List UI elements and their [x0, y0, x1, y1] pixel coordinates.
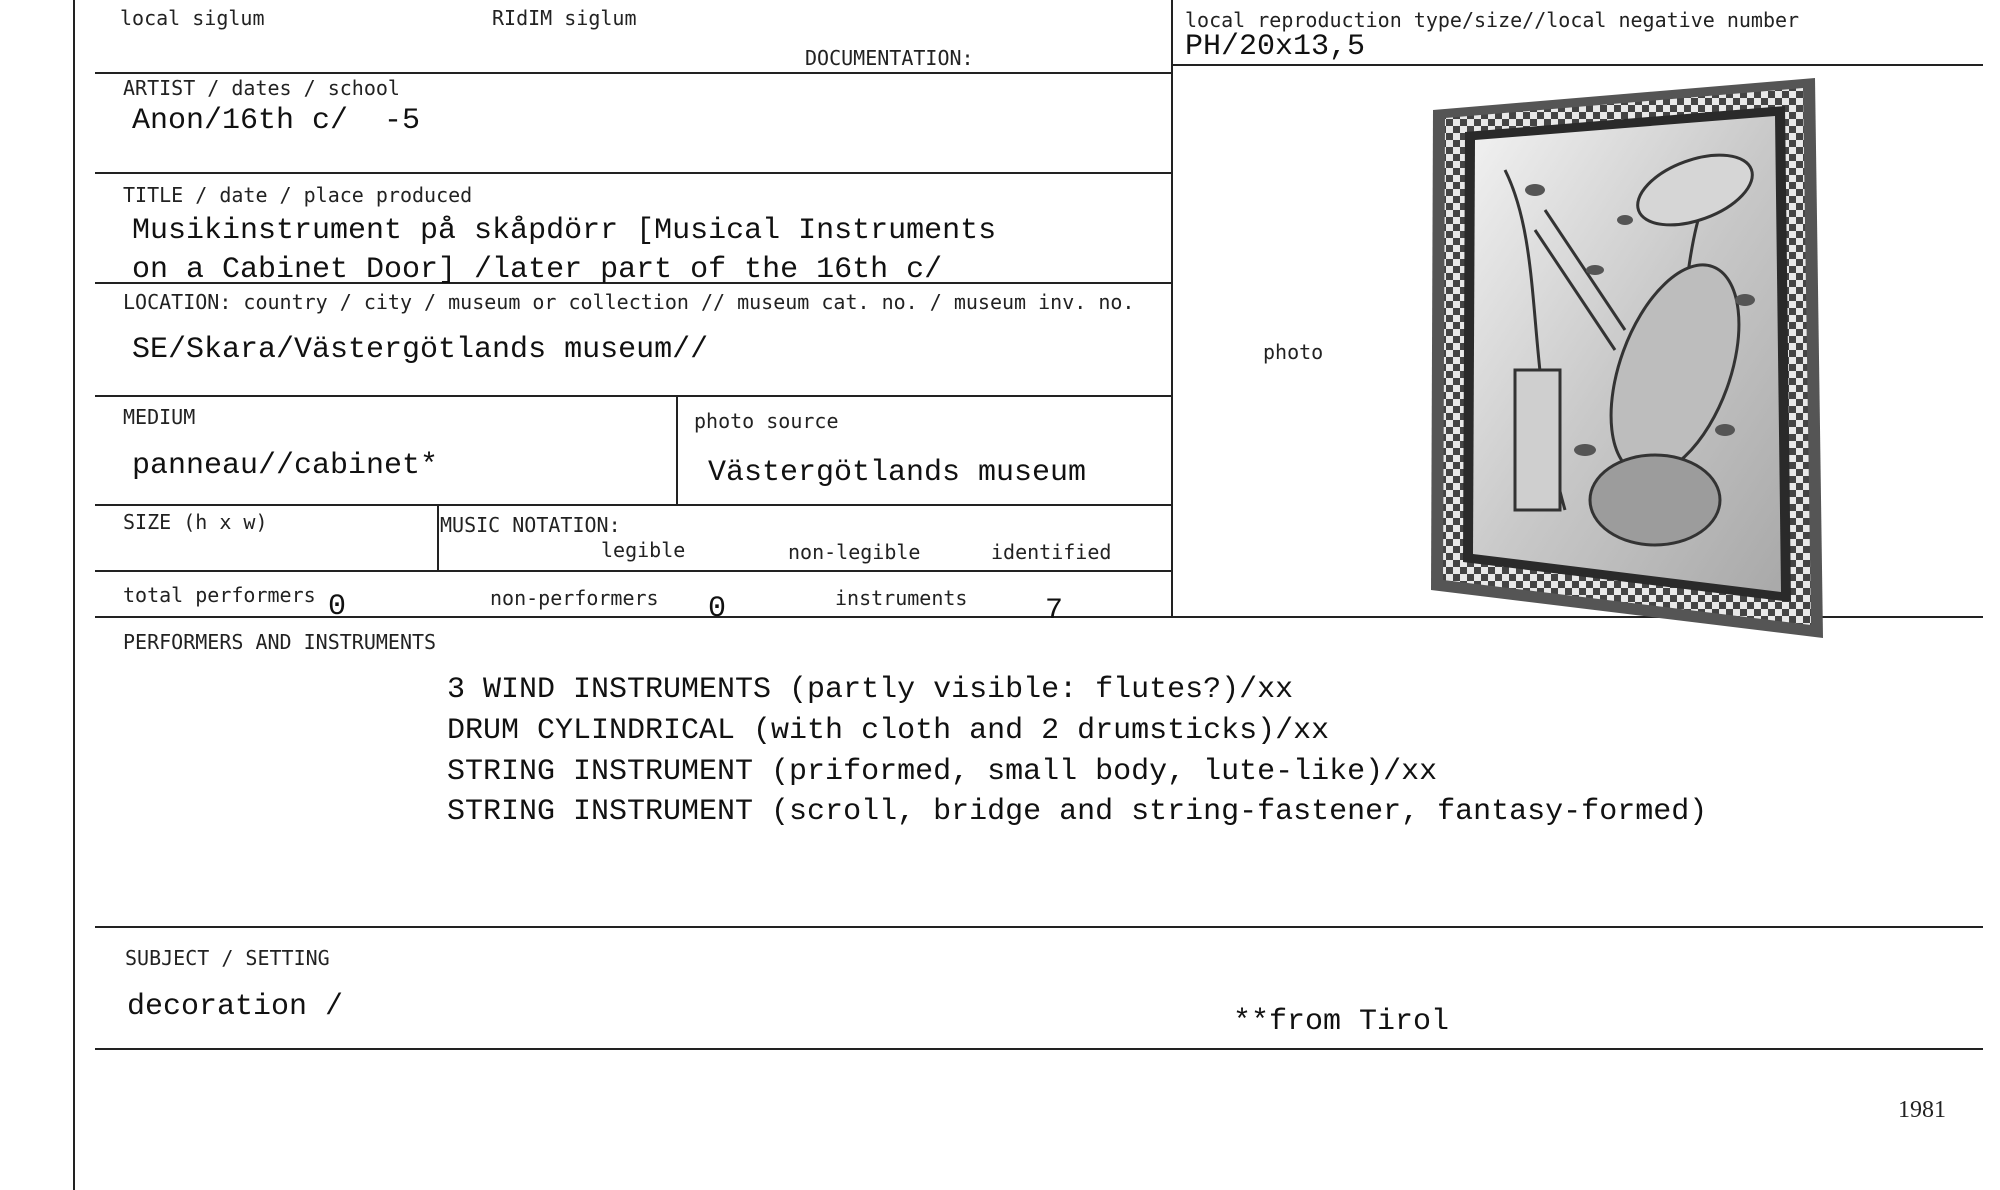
identified-label: identified [991, 540, 1112, 564]
left-margin-rule [73, 0, 75, 1190]
size-label: SIZE (h x w) [123, 510, 268, 534]
performer-line-3: STRING INSTRUMENT (priformed, small body, lute-like)/xx [447, 755, 1438, 789]
documentation-label: DOCUMENTATION: [805, 46, 974, 70]
rule-medium [95, 504, 1171, 506]
medium-label: MEDIUM [123, 405, 196, 429]
performer-line-2: DRUM CYLINDRICAL (with cloth and 2 drumsticks)/xx [447, 714, 1330, 748]
location-value: SE/Skara/Västergötlands museum// [132, 333, 709, 367]
photo-source-label: photo source [694, 409, 839, 433]
title-label: TITLE / date / place produced [123, 183, 473, 207]
non-performers-value: 0 [708, 592, 727, 626]
instruments-label: instruments [835, 586, 968, 610]
medium-divider [676, 395, 678, 505]
performer-line-1: 3 WIND INSTRUMENTS (partly visible: flutes?)/xx [447, 673, 1294, 707]
footer-year: 1981 [1898, 1097, 1946, 1123]
ridim-siglum-label: RIdIM siglum [492, 6, 637, 30]
subject-value: decoration / [127, 990, 344, 1024]
rule-location [95, 395, 1171, 397]
rule-artist [95, 172, 1171, 174]
subject-note: **from Tirol [1233, 1005, 1450, 1039]
performer-line-4: STRING INSTRUMENT (scroll, bridge and string-fastener, fantasy-formed) [447, 795, 1708, 829]
column-divider [1171, 0, 1173, 618]
reproduction-value: PH/20x13,5 [1185, 30, 1366, 64]
non-performers-label: non-performers [490, 586, 659, 610]
rule-performers [95, 926, 1983, 928]
music-notation-label: MUSIC NOTATION: [440, 513, 621, 537]
title-value-line2: on a Cabinet Door] /later part of the 16th c/ [132, 253, 943, 287]
instruments-value: 7 [1045, 594, 1064, 628]
rule-reproduction [1171, 64, 1983, 66]
rule-subject [95, 1048, 1983, 1050]
total-performers-label: total performers [123, 583, 316, 607]
photo-source-value: Västergötlands museum [708, 456, 1087, 490]
rule-size [95, 570, 1171, 572]
artist-value: Anon/16th c/ -5 [132, 104, 421, 138]
reproduction-label: local reproduction type/size//local negative number [1185, 8, 1800, 32]
title-value-line1: Musikinstrument på skåpdörr [Musical Instruments [132, 214, 997, 248]
non-legible-label: non-legible [788, 540, 921, 564]
legible-label: legible [601, 538, 686, 562]
location-label: LOCATION: country / city / museum or collection // museum cat. no. / museum inv. no. [123, 290, 1135, 314]
photo-label: photo [1263, 340, 1324, 364]
subject-label: SUBJECT / SETTING [125, 946, 330, 970]
size-divider [437, 504, 439, 570]
total-performers-value: 0 [328, 590, 347, 624]
cabinet-door-photo [1425, 70, 1825, 645]
local-siglum-label: local siglum [120, 6, 265, 30]
performers-label: PERFORMERS AND INSTRUMENTS [123, 630, 437, 654]
medium-value: panneau//cabinet* [132, 449, 439, 483]
rule-header [95, 72, 1171, 74]
artist-label: ARTIST / dates / school [123, 76, 400, 100]
